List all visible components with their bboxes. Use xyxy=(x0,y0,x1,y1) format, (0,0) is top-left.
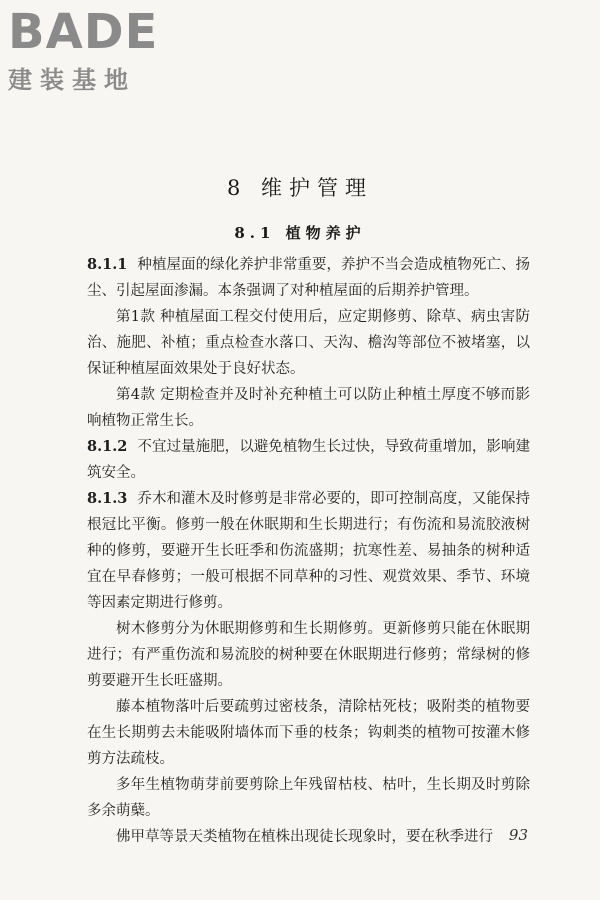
paragraph xyxy=(87,486,530,616)
document-body xyxy=(87,252,530,850)
paragraph xyxy=(87,252,530,304)
paragraph xyxy=(87,434,530,486)
paragraph: 藤本植物落叶后要疏剪过密枝条，清除枯死枝；吸附类的植物要在生长期剪去未能吸附墙体而下垂的枝条；钩刺类的植物可按灌木修剪方法疏枝。 xyxy=(87,699,530,767)
paragraph: 佛甲草等景天类植物在植株出现徒长现象时，要在秋季进行 xyxy=(116,829,493,845)
page-number: 93 xyxy=(508,826,528,844)
bade-logo xyxy=(8,6,178,95)
logo-mark: BADE xyxy=(8,4,159,60)
logo-subtitle: 建装基地 xyxy=(8,66,136,94)
paragraph-text: 不宜过量施肥，以避免植物生长过快，导致荷重增加，影响建筑安全。 xyxy=(87,439,530,481)
paragraph-text: 乔木和灌木及时修剪是非常必要的，即可控制高度，又能保持根冠比平衡。修剪一般在休眠期和生长期进行；有伤流和易流胶液树种的修剪，要避开生长旺季和伤流盛期；抗寒性差、易抽条的树种适宜在早春修剪；一般可根据不同草种的习性、观赏效果、季节、环境等因素定期进行修剪。 xyxy=(87,491,530,611)
clause-number: 8.1.1 xyxy=(87,256,128,273)
section-title: 8.1 植物养护 xyxy=(234,224,366,242)
paragraph: 树木修剪分为休眠期修剪和生长期修剪。更新修剪只能在休眠期进行；有严重伤流和易流胶的树种要在休眠期进行修剪；常绿树的修剪要避开生长旺盛期。 xyxy=(87,621,530,689)
paragraph-text: 种植屋面的绿化养护非常重要，养护不当会造成植物死亡、扬尘、引起屋面渗漏。本条强调了对种植屋面的后期养护管理。 xyxy=(87,257,530,299)
paragraph: 第1款 种植屋面工程交付使用后，应定期修剪、除草、病虫害防治、施肥、补植；重点检查水落口、天沟、檐沟等部位不被堵塞，以保证种植屋面效果处于良好状态。 xyxy=(87,309,530,377)
clause-number: 8.1.3 xyxy=(87,490,128,507)
clause-number: 8.1.2 xyxy=(87,438,128,455)
paragraph: 多年生植物萌芽前要剪除上年残留枯枝、枯叶，生长期及时剪除多余萌蘖。 xyxy=(87,777,530,819)
paragraph: 第4款 定期检查并及时补充种植土可以防止种植土厚度不够而影响植物正常生长。 xyxy=(87,387,530,429)
chapter-title: 8 维护管理 xyxy=(226,176,374,200)
